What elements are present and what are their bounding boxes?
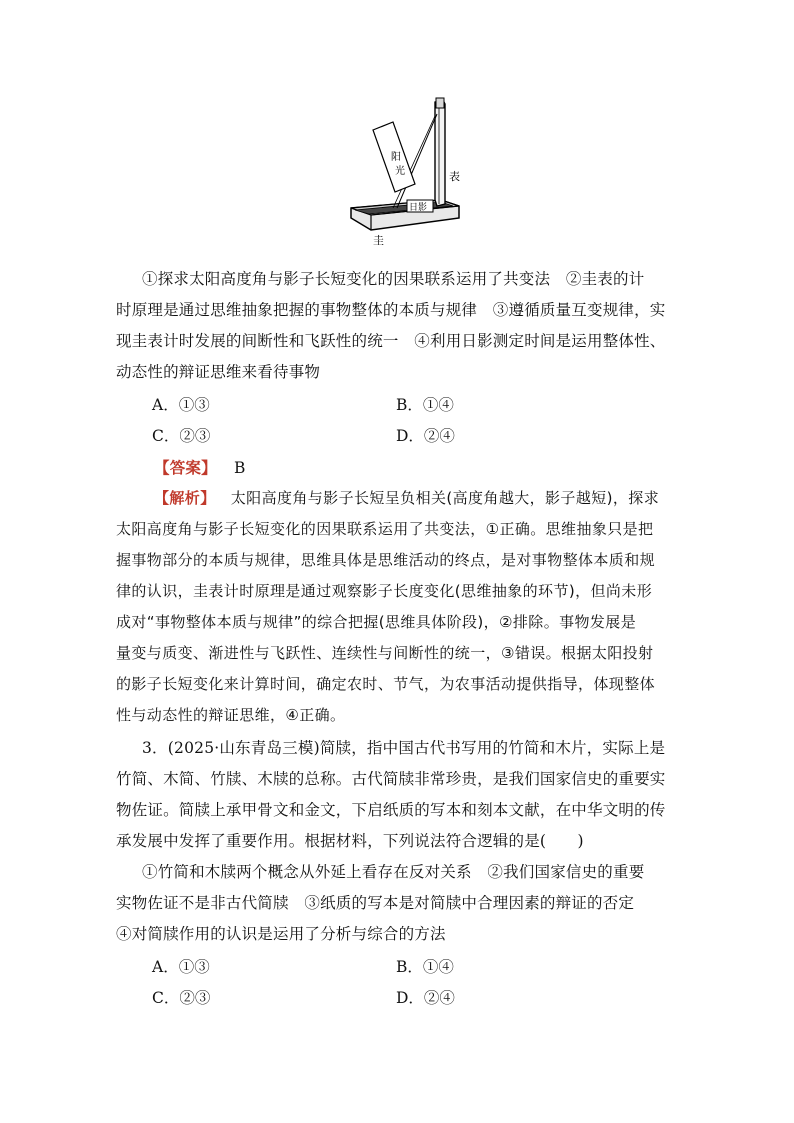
label-yangguang-2: 光 — [395, 166, 405, 177]
q3-statement-line-2: 实物佐证不是非古代简牍 ③纸质的写本是对简牍中合理因素的辩证的否定 — [116, 894, 635, 912]
analysis-line-7: 的影子长短变化来计算时间，确定农时、节气，为农事活动提供指导，体现整体 — [116, 675, 656, 693]
q3-statement-line-3: ④对简牍作用的认识是运用了分析与综合的方法 — [116, 925, 446, 943]
q3-option-a[interactable]: A．①③ — [152, 958, 210, 976]
analysis-line-1 — [154, 483, 724, 514]
q3-option-b[interactable]: B．①④ — [396, 958, 454, 976]
analysis-line-3: 握事物部分的本质与规律，思维具体是思维活动的终点，是对事物整体本质和规 — [116, 551, 656, 569]
q2-statement-line-1: ①探求太阳高度角与影子长短变化的因果联系运用了共变法 ②圭表的计 — [142, 270, 645, 288]
q2-answer-row — [154, 452, 724, 484]
q3-stem-line-1: 3．(2025·山东青岛三模)简牍，指中国古代书写用的竹简和木片，实际上是 — [142, 739, 666, 757]
q3-option-c[interactable]: C．②③ — [152, 989, 211, 1007]
q3-stem-line-2: 竹简、木简、竹牍、木牍的总称。古代简牍非常珍贵，是我们国家信史的重要实 — [116, 770, 666, 788]
label-riying: 日影 — [409, 203, 428, 213]
q2-statement-line-4: 动态性的辩证思维来看待事物 — [116, 363, 321, 381]
analysis-line-8: 性与动态性的辩证思维，④正确。 — [116, 706, 346, 724]
q3-statement-line-1: ①竹简和木牍两个概念从外延上看存在反对关系 ②我们国家信史的重要 — [142, 863, 645, 881]
analysis-line-2: 太阳高度角与影子长短变化的因果联系运用了共变法，①正确。思维抽象只是把 — [116, 520, 654, 538]
q3-stem-line-3: 物佐证。简牍上承甲骨文和金文，下启纸质的写本和刻本文献，在中华文明的传 — [116, 801, 666, 819]
analysis-tag: 【解析】 — [154, 489, 216, 507]
q2-option-a[interactable]: A．①③ — [152, 396, 210, 414]
q3-stem-line-4: 承发展中发挥了重要作用。根据材料，下列说法符合逻辑的是( ) — [116, 832, 584, 850]
answer-tag: 【答案】 — [154, 458, 217, 477]
analysis-line-5: 成对“事物整体本质与规律”的综合把握(思维具体阶段)，②排除。事物发展是 — [116, 613, 637, 631]
label-gui: 圭 — [373, 234, 384, 247]
guibiao-illustration — [345, 96, 465, 251]
q2-statement-line-2: 时原理是通过思维抽象把握的事物整体的本质与规律 ③遵循质量互变规律，实 — [116, 301, 666, 319]
label-biao: 表 — [449, 170, 460, 183]
q2-statement-line-3: 现圭表计时发展的间断性和飞跃性的统一 ④利用日影测定时间是运用整体性、 — [116, 332, 666, 350]
q2-option-b[interactable]: B．①④ — [396, 396, 454, 414]
answer-value: B — [233, 459, 246, 477]
q2-option-c[interactable]: C．②③ — [152, 427, 211, 445]
q3-option-d[interactable]: D．②④ — [396, 989, 455, 1007]
analysis-line-4: 律的认识，圭表计时原理是通过观察影子长度变化(思维抽象的环节)，但尚未形 — [116, 582, 653, 600]
q2-option-d[interactable]: D．②④ — [396, 427, 455, 445]
analysis-text-1: 太阳高度角与影子长短呈负相关(高度角越大，影子越短)，探求 — [230, 489, 660, 507]
label-yangguang-1: 阳 — [391, 152, 401, 163]
guibiao-figure — [345, 96, 465, 251]
analysis-line-6: 量变与质变、渐进性与飞跃性、连续性与间断性的统一，③错误。根据太阳投射 — [116, 644, 654, 662]
